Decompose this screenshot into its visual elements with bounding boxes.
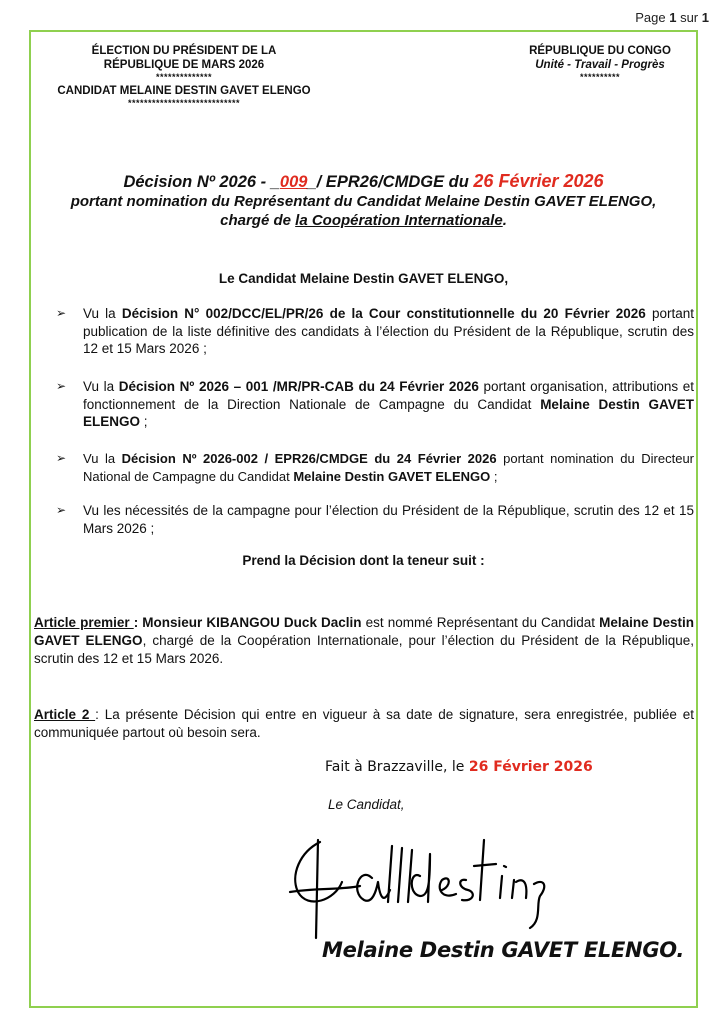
page-number: Page 1 sur 1 — [635, 10, 709, 25]
list-item: ➢ Vu les nécessités de la campagne pour l’élection du Président de la République, scrutin des 12 et 15 Mars 2026 ; — [56, 503, 694, 536]
decision-title: Décision Nº 2026 - _009_/ EPR26/CMDGE du 26 Février 2026 portant nomination du Représentant du Candidat Melaine Destin GAVET ELENGO, chargé de la Coopération Internationale. — [70, 171, 657, 229]
candidate-intro: Le Candidat Melaine Destin GAVET ELENGO, — [218, 271, 509, 286]
header-left: ÉLECTION DU PRÉSIDENT DE LA RÉPUBLIQUE DE MARS 2026 ************** CANDIDAT MELAINE DESTIN GAVET ELENGO **************************** — [57, 45, 311, 108]
arrow-bullet-icon: ➢ — [56, 451, 67, 465]
arrow-bullet-icon: ➢ — [56, 379, 67, 393]
signatory-name: Melaine Destin GAVET ELENGO. — [322, 938, 685, 962]
article-2: Article 2 : La présente Décision qui entre en vigueur à sa date de signature, sera enregistrée, publiée et communiquée partout où besoin sera. — [34, 707, 694, 740]
place-date: Fait à Brazzaville, le 26 Février 2026 — [325, 759, 593, 775]
arrow-bullet-icon: ➢ — [56, 306, 67, 320]
list-item: ➢ Vu la Décision Nº 2026-002 / EPR26/CMDGE du 24 Février 2026 portant nomination du Directeur National de Campagne du Candidat Melaine Destin GAVET ELENGO ; — [56, 451, 695, 484]
list-item: ➢ Vu la Décision Nº 2026 – 001 /MR/PR-CAB du 24 Février 2026 portant organisation, attributions et fonctionnement de la Direction Nationale de Campagne du Candidat Melaine Destin GAVET ELENGO ; — [56, 379, 695, 429]
article-premier: Article premier : Monsieur KIBANGOU Duck Daclin est nommé Représentant du Candidat Melaine Destin GAVET ELENGO, chargé de la Coopération Internationale, pour l’élection du Président de la République, scrutin des 12 et 15 Mars 2026. — [34, 615, 694, 666]
signatory-title: Le Candidat, — [328, 797, 405, 812]
decision-heading: Prend la Décision dont la teneur suit : — [242, 553, 485, 568]
arrow-bullet-icon: ➢ — [56, 503, 67, 517]
handwritten-signature — [280, 830, 560, 940]
list-item: ➢ Vu la Décision N° 002/DCC/EL/PR/26 de la Cour constitutionnelle du 20 Février 2026 portant publication de la liste définitive des candidats à l’élection du Président de la République, scrutin des 12 et 15 Mars 2026 ; — [56, 306, 695, 356]
header-right: RÉPUBLIQUE DU CONGO Unité - Travail - Progrès ********** — [529, 45, 671, 82]
